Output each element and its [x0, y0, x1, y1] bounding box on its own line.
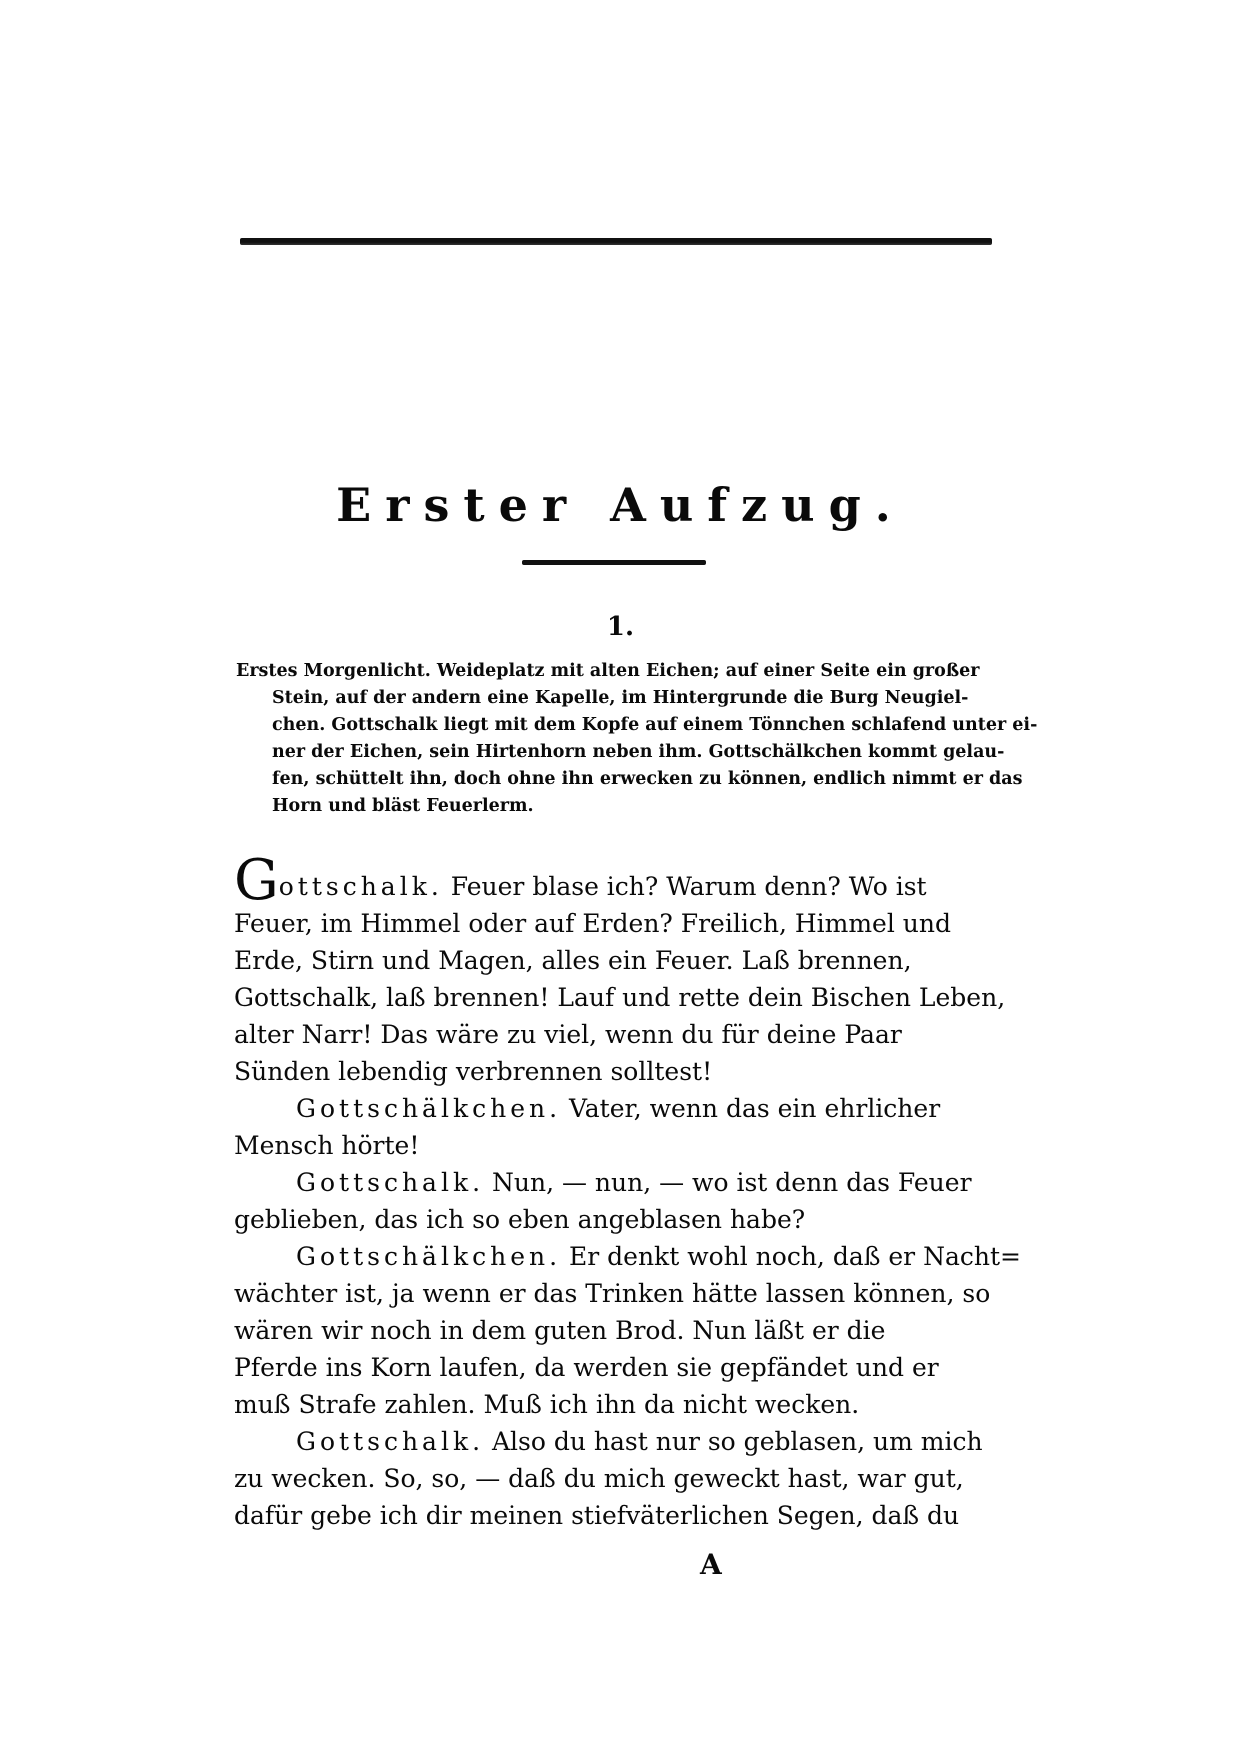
speaker-name: ottschalk. [278, 872, 443, 901]
drop-cap: G [234, 848, 279, 913]
stage-line: ner der Eichen, sein Hirtenhorn neben ihm. Gottschälkchen kommt gelau- [272, 742, 1005, 762]
dialogue-line [234, 1164, 1006, 1201]
dialogue-line: Erde, Stirn und Magen, alles ein Feuer. Laß brennen, [234, 946, 912, 975]
scene-number: 1. [606, 612, 635, 642]
dialogue-block [234, 848, 1021, 1534]
speaker-name: Gottschälkchen. [296, 1094, 562, 1123]
dialogue-line: geblieben, das ich so eben angeblasen habe? [234, 1205, 806, 1234]
speech-text: Feuer blase ich? Warum denn? Wo ist [450, 872, 927, 901]
dialogue-line: muß Strafe zahlen. Muß ich ihn da nicht wecken. [234, 1390, 860, 1419]
dialogue-line: zu wecken. So, so, — daß du mich geweckt hast, war gut, [234, 1464, 964, 1493]
dialogue-line [234, 1090, 1006, 1127]
header-rule [240, 238, 992, 245]
dialogue-line: Gottschalk, laß brennen! Lauf und rette dein Bischen Leben, [234, 983, 1006, 1012]
stage-line: Stein, auf der andern eine Kapelle, im Hintergrunde die Burg Neugiel- [272, 688, 969, 708]
dialogue-line: dafür gebe ich dir meinen stiefväterlichen Segen, daß du [234, 1501, 960, 1530]
dialogue-line: wächter ist, ja wenn er das Trinken hätte lassen können, so [234, 1279, 991, 1308]
dialogue-line: Sünden lebendig verbrennen solltest! [234, 1057, 713, 1086]
dialogue-line [234, 1423, 1006, 1460]
dialogue-line [234, 848, 1006, 913]
stage-line: Erstes Morgenlicht. Weideplatz mit alten Eichen; auf einer Seite ein großer [236, 661, 980, 681]
dialogue-line: Mensch hörte! [234, 1131, 420, 1160]
dialogue-line [234, 1238, 1021, 1275]
speech-text: Vater, wenn das ein ehrlicher [569, 1094, 941, 1123]
speaker-name: Gottschälkchen. [296, 1242, 562, 1271]
speech-text: Er denkt wohl noch, daß er Nacht= [569, 1242, 1021, 1271]
title-rule [522, 560, 706, 565]
dialogue-line: wären wir noch in dem guten Brod. Nun läßt er die [234, 1316, 886, 1345]
stage-line: chen. Gottschalk liegt mit dem Kopfe auf einem Tönnchen schlafend unter ei- [272, 715, 1038, 735]
signature-mark: A [700, 1548, 722, 1581]
stage-line: Horn und bläst Feuerlerm. [272, 796, 534, 816]
stage-direction [236, 658, 1038, 820]
dialogue-line: Feuer, im Himmel oder auf Erden? Freilich, Himmel und [234, 909, 951, 938]
speech-text: Nun, — nun, — wo ist denn das Feuer [492, 1168, 972, 1197]
stage-line: fen, schüttelt ihn, doch ohne ihn erwecken zu können, endlich nimmt er das [272, 769, 1023, 789]
dialogue-line: Pferde ins Korn laufen, da werden sie gepfändet und er [234, 1353, 939, 1382]
dialogue-line: alter Narr! Das wäre zu viel, wenn du für deine Paar [234, 1020, 902, 1049]
act-title: Erster Aufzug. [336, 478, 905, 532]
speech-text: Also du hast nur so geblasen, um mich [492, 1427, 983, 1456]
speaker-name: Gottschalk. [296, 1168, 485, 1197]
speaker-name: Gottschalk. [296, 1427, 485, 1456]
